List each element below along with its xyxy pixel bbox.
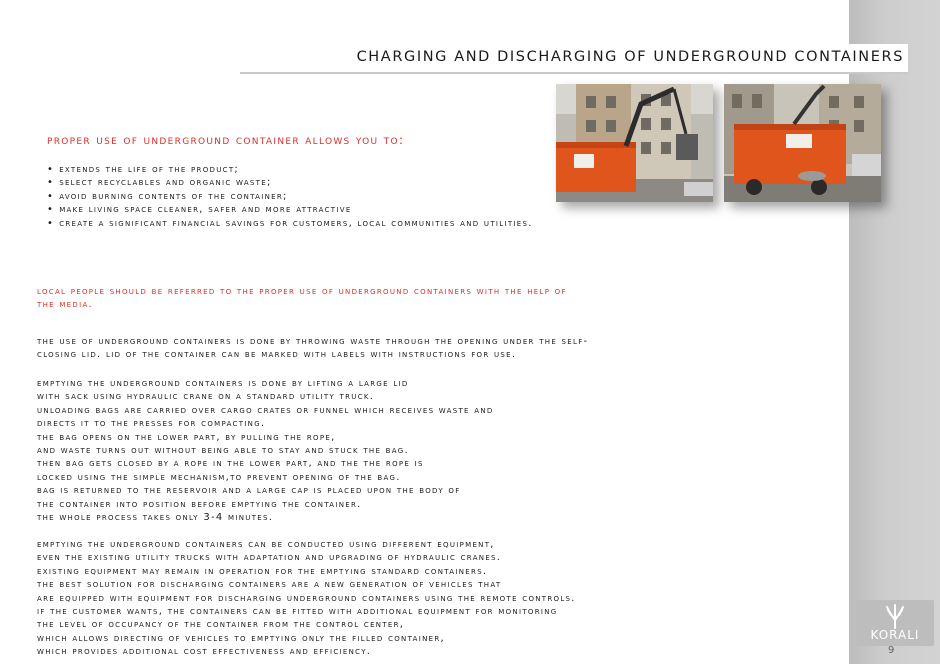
text-line: the whole process takes only 3-4 minutes.: [37, 512, 274, 524]
media-note: [37, 285, 567, 312]
text-line: which provides additional cost effectiveness and efficiency.: [37, 646, 372, 658]
list-item: • extends the life of the product;: [47, 163, 533, 176]
text-line: the best solution for discharging containers are a new generation of vehicles that: [37, 579, 502, 591]
text-line: with sack using hydraulic crane on a standard utility truck.: [37, 391, 375, 403]
korali-logo: [856, 600, 934, 646]
text-line: even the existing utility trucks with adaptation and upgrading of hydraulic cranes.: [37, 552, 502, 564]
list-item: • select recyclables and organic waste;: [47, 176, 533, 189]
text-line: locked using the simple mechanism,to prevent opening of the bag.: [37, 471, 401, 483]
text-line: if the customer wants, the containers can be fitted with additional equipment for monitoring: [37, 606, 558, 618]
title-bar: [240, 44, 908, 74]
text-line: which allows directing of vehicles to emptying only the filled container,: [37, 632, 445, 644]
text-line: and waste turns out without being able to stay and stuck the bag.: [37, 445, 409, 457]
text-line: the container into position before emptying the container.: [37, 498, 362, 510]
text-line: the bag opens on the lower part, by pulling the rope,: [37, 431, 336, 443]
text-line: the use of underground containers is done by throwing waste through the opening under the self-: [37, 336, 589, 347]
intro-heading: proper use of underground container allows you to:: [47, 132, 405, 147]
text-line: directs it to the presses for compacting.: [37, 418, 266, 430]
text-line: emptying the underground containers is done by lifting a large lid: [37, 378, 409, 389]
text-line: unloading bags are carried over cargo crates or funnel which receives waste and: [37, 404, 494, 416]
equipment-paragraph: [37, 538, 576, 659]
benefits-list: [47, 163, 533, 230]
text-line: local people should be referred to the proper use of underground containers with the help of: [37, 286, 567, 297]
text-line: then bag gets closed by a rope in the lower part, and the the rope is: [37, 458, 424, 470]
list-item: • make living space cleaner, safer and more attractive: [47, 203, 533, 216]
list-item: • avoid burning contents of the container;: [47, 190, 533, 203]
text-line: existing equipment may remain in operation for the emptying standard containers.: [37, 565, 488, 577]
page-title: CHARGING AND DISCHARGING OF UNDERGROUND CONTAINERS: [356, 49, 904, 65]
photo-crane-lifting: [556, 84, 713, 202]
photo-orange-truck: [724, 84, 881, 202]
page-number: 9: [888, 645, 895, 656]
text-line: emptying the underground containers can be conducted using different equipment,: [37, 539, 495, 550]
emptying-paragraph: [37, 377, 494, 524]
text-line: the level of occupancy of the container from the control center,: [37, 619, 405, 631]
text-line: are equipped with equipment for discharging underground containers using the remote controls.: [37, 592, 576, 604]
list-item: • create a significant financial savings for customers, local communities and utilities.: [47, 217, 533, 230]
usage-paragraph: [37, 335, 588, 362]
text-line: bag is returned to the reservoir and a large cap is placed upon the body of: [37, 485, 461, 497]
logo-text: KORALI: [870, 628, 920, 642]
text-line: closing lid. lid of the container can be marked with labels with instructions for use.: [37, 349, 517, 361]
text-line: the media.: [37, 299, 94, 311]
